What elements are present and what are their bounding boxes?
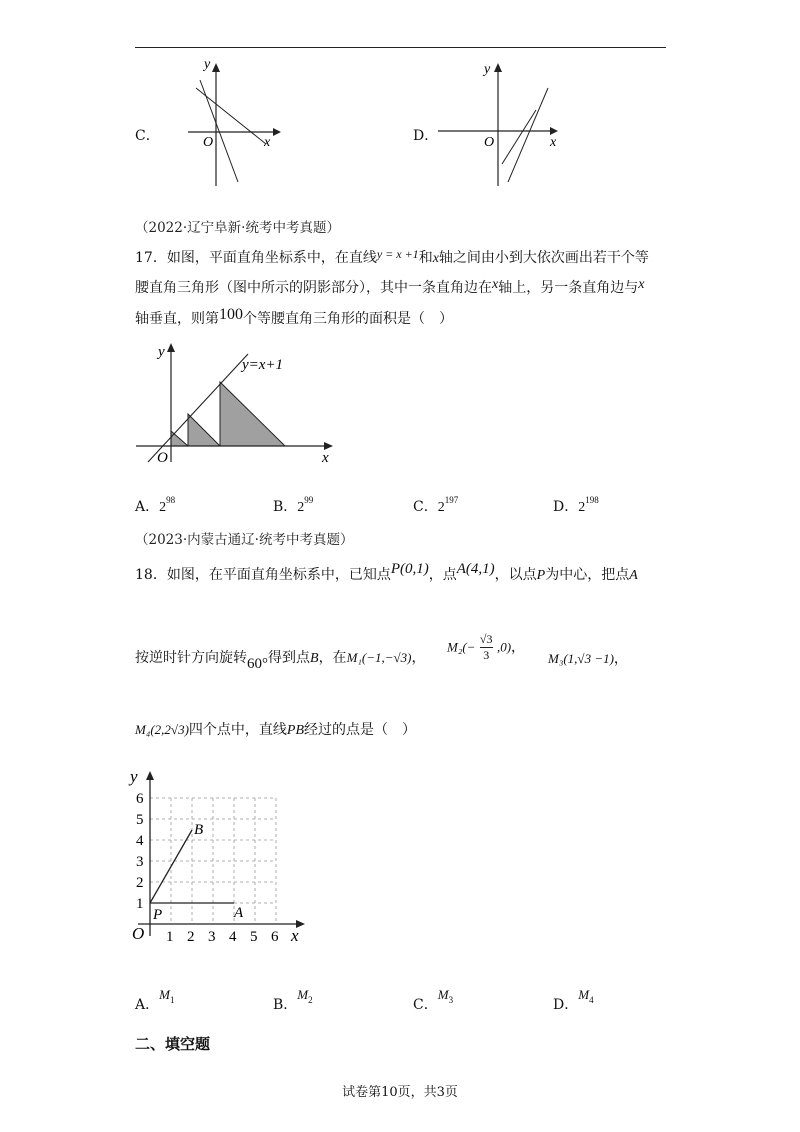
q17-figure — [130, 336, 345, 466]
svg-text:1: 1 — [136, 896, 144, 912]
q18-figure — [128, 764, 313, 949]
page-footer: 试卷第10页，共3页 — [342, 1085, 458, 1100]
grid — [150, 798, 276, 924]
q18-option-a[interactable]: A．$M_1$ — [135, 987, 175, 1013]
q18-m3: M₃(1,√3 −1)， — [548, 651, 628, 667]
svg-text:1: 1 — [166, 929, 174, 945]
origin-label: O — [484, 135, 495, 150]
q17-line3: 轴垂直，则第100个等腰直角三角形的面积是（ ） — [135, 306, 453, 327]
q18-line1: 18．如图，在平面直角坐标系中，已知点P(0,1)，点A(4,1)，以点P为中心，把点A — [135, 561, 638, 583]
q17-option-a[interactable]: A．$2^{98}$ — [135, 495, 176, 515]
y-label: y — [484, 62, 491, 77]
q18-option-c[interactable]: C．$M_3$ — [413, 987, 454, 1013]
option-d-label: D． — [413, 128, 439, 144]
svg-text:5: 5 — [136, 812, 144, 828]
svg-text:2: 2 — [187, 929, 195, 945]
svg-text:3: 3 — [136, 854, 144, 870]
y-label: y — [204, 57, 211, 72]
y-label: y — [158, 344, 165, 360]
svg-text:3: 3 — [208, 929, 216, 945]
q17-option-d[interactable]: D．$2^{198}$ — [553, 495, 599, 515]
q18-line2: 按逆时针方向旋转60°得到点B，在M₁(−1,−√3)， — [135, 650, 426, 672]
svg-text:2: 2 — [136, 875, 144, 891]
triangle-1 — [171, 431, 188, 446]
x-label: x — [322, 450, 329, 466]
q17-line2: 腰直角三角形（图中所示的阴影部分），其中一条直角边在x轴上，另一条直角边与x — [135, 277, 645, 296]
q17-option-c[interactable]: C．$2^{197}$ — [413, 495, 459, 515]
q17-source: （2022·辽宁阜新·统考中考真题） — [135, 220, 340, 236]
svg-text:4: 4 — [229, 929, 237, 945]
line-label: y=x+1 — [242, 357, 284, 373]
q18-option-d[interactable]: D．$M_4$ — [553, 987, 594, 1013]
q17-option-b[interactable]: B．$2^{99}$ — [273, 495, 314, 515]
origin-label: O — [203, 135, 214, 150]
q18-source: （2023·内蒙古通辽·统考中考真题） — [135, 532, 354, 548]
origin-label: O — [132, 924, 145, 943]
header-rule — [135, 47, 666, 48]
section-heading: 二、填空题 — [135, 1035, 211, 1053]
x-axis-arrow — [550, 127, 558, 135]
option-c-label: C． — [135, 128, 160, 144]
svg-text:5: 5 — [250, 929, 258, 945]
option-d-graph — [432, 56, 572, 196]
x-label: x — [264, 135, 271, 150]
q18-option-b[interactable]: B．$M_2$ — [273, 987, 313, 1013]
label-b: B — [194, 822, 204, 838]
triangle-3 — [220, 382, 285, 446]
q18-line3: M₄(2,2√3)四个点中，直线PB经过的点是（ ） — [135, 722, 417, 738]
label-a: A — [234, 905, 244, 921]
label-p: P — [153, 907, 163, 923]
option-c-graph — [178, 56, 288, 196]
x-tick-labels — [166, 929, 279, 945]
origin-label: O — [157, 450, 168, 466]
line-steep — [508, 88, 548, 182]
y-label: y — [130, 767, 138, 786]
y-axis-arrow — [494, 63, 502, 72]
x-label: x — [291, 926, 299, 945]
svg-text:6: 6 — [136, 791, 144, 807]
svg-text:4: 4 — [136, 833, 144, 849]
q18-m2: M₂(− $\frac{√3}{3}$ ,0)， — [447, 632, 526, 662]
y-axis-arrow — [212, 63, 220, 72]
x-label: x — [550, 135, 557, 150]
triangle-2 — [188, 414, 220, 446]
svg-text:6: 6 — [271, 929, 279, 945]
x-axis-arrow — [273, 128, 281, 136]
q17-line1: 17．如图，平面直角坐标系中，在直线y = x +1和x轴之间由小到大依次画出若干个等 — [135, 247, 649, 266]
y-tick-labels — [136, 791, 144, 912]
